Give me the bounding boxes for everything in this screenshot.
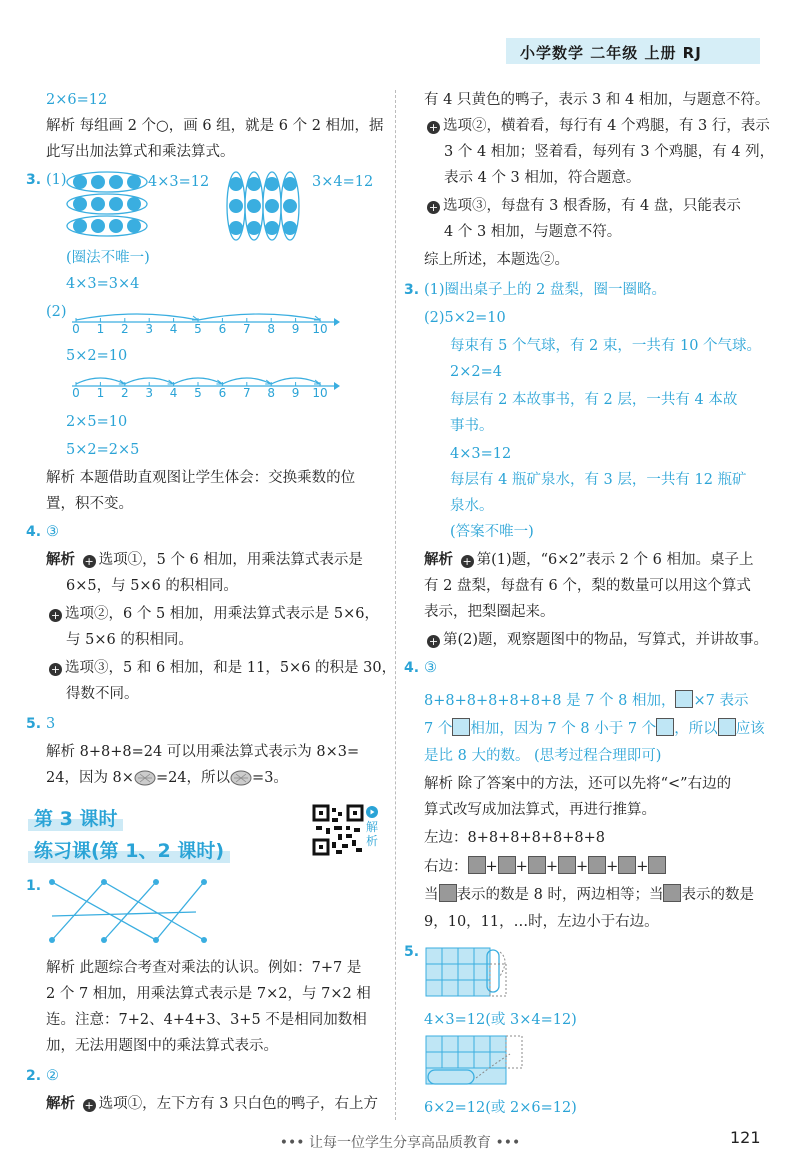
tick-label: 7 <box>242 322 251 336</box>
gray-square <box>528 856 546 874</box>
analysis-text: 表示，把梨圈起来。 <box>424 604 555 620</box>
equation-line: 2×6=12 <box>46 92 108 108</box>
gray-square <box>468 856 486 874</box>
answer: 3 <box>46 716 56 732</box>
tick-label: 8 <box>267 386 275 400</box>
gray-square <box>588 856 606 874</box>
tick-label: 2 <box>120 322 129 336</box>
answer-line: ×7 表示 <box>693 693 749 709</box>
analysis-text: 解析 每组画 2 个○，画 6 组，就是 6 个 2 相加，据 <box>46 118 384 134</box>
tick-label: 6 <box>218 386 227 400</box>
grid-4x3 <box>424 946 524 1002</box>
analysis-text: 得数不同。 <box>66 686 139 702</box>
plus-bullet-icon: + <box>50 609 61 622</box>
answer-line: 每层有 2 本故事书，有 2 层，一共有 4 本故 <box>450 392 738 408</box>
analysis-text: 6×5，与 5×6 的积相同。 <box>66 578 238 594</box>
tick-label: 9 <box>291 322 300 336</box>
analysis-text: 解析 8+8+8=24 可以用乘法算式表示为 8×3= <box>46 744 360 760</box>
analysis-text: 左边：8+8+8+8+8+8+8 <box>424 830 605 846</box>
plus-bullet-icon: + <box>428 635 439 648</box>
analysis-text: 右边： <box>424 859 468 875</box>
answer-line: 应该 <box>735 721 765 737</box>
tick-label: 5 <box>194 386 202 400</box>
tick-label: 3 <box>145 386 153 400</box>
gray-square <box>663 884 681 902</box>
tick-label: 0 <box>72 322 80 336</box>
analysis-text: 选项③，5 和 6 相加，和是 11，5×6 的积是 30， <box>65 660 397 676</box>
equation: 4×3=12 <box>148 174 210 190</box>
analysis-text: 表示 4 个 3 相加，符合题意。 <box>444 170 641 186</box>
analysis-label: 解析 <box>424 552 453 568</box>
tick-label: 0 <box>72 386 80 400</box>
grid-6x2 <box>424 1034 534 1090</box>
lesson-subtitle: 练习课(第 1、2 课时) <box>28 836 230 863</box>
dot-grid-columns-circled <box>222 168 312 246</box>
analysis-text: 4 个 3 相加，与题意不符。 <box>444 224 622 240</box>
answer: ③ <box>46 524 59 540</box>
tick-label: 1 <box>96 322 105 336</box>
question-number: 5. <box>404 944 420 960</box>
analysis-label: 解析 <box>46 552 75 568</box>
analysis-text: 24，因为 8× <box>46 770 134 786</box>
tick-label: 7 <box>242 386 251 400</box>
analysis-text: =3。 <box>252 770 288 786</box>
equation: 6×2=12(或 2×6=12) <box>424 1100 577 1116</box>
analysis-text: 选项②，6 个 5 相加，用乘法算式表示是 5×6， <box>65 606 379 622</box>
analysis-text: 加，无法用题图中的乘法算式表示。 <box>46 1038 278 1054</box>
analysis-text: 选项①，5 个 6 相加，用乘法算式表示是 <box>98 552 363 568</box>
tick-label: 4 <box>169 322 178 336</box>
blank-square <box>656 718 674 736</box>
analysis-text: 有 2 盘梨，每盘有 6 个，梨的数量可以用这个算式 <box>424 578 751 594</box>
question-number: 2. <box>26 1068 42 1084</box>
analysis-text: 解析 本题借助直观图让学生体会：交换乘数的位 <box>46 470 356 486</box>
analysis-text: 表示的数是 8 时，两边相等；当 <box>456 887 664 903</box>
gray-square <box>558 856 576 874</box>
equation: 5×2=2×5 <box>66 442 140 458</box>
column-divider <box>395 90 396 1120</box>
plus-bullet-icon: + <box>428 201 439 214</box>
analysis-text: 选项②，横着看，每行有 4 个鸡腿，有 3 行，表示 <box>443 118 770 134</box>
note: (答案不唯一) <box>450 524 534 540</box>
answer-line: ，所以 <box>674 721 718 737</box>
analysis-text: 解析 除了答案中的方法，还可以先将“<”右边的 <box>424 776 732 792</box>
analysis-text: 解析 此题综合考查对乘法的认识。例如：7+7 是 <box>46 960 362 976</box>
equation: 3×4=12 <box>312 174 374 190</box>
equation: 5×2=10 <box>66 348 128 364</box>
blank-square <box>452 718 470 736</box>
answer-line: 每束有 5 个气球，有 2 束，一共有 10 个气球。 <box>450 338 762 354</box>
equation: 4×3=12(或 3×4=12) <box>424 1012 577 1028</box>
gray-square <box>618 856 636 874</box>
gray-square <box>439 884 457 902</box>
qr-label: 解析 <box>366 820 379 848</box>
question-number: 1. <box>26 878 42 894</box>
plus-bullet-icon: + <box>84 555 94 568</box>
equation: 4×3=3×4 <box>66 276 140 292</box>
plus-bullet-icon: + <box>84 1099 94 1112</box>
number-line-labels <box>72 386 342 402</box>
answer-line: 7 个 <box>424 721 453 737</box>
analysis-text: 选项①，左下方有 3 只白色的鸭子，右上方 <box>98 1096 379 1112</box>
question-number: 3. <box>26 172 42 188</box>
analysis-text: 3 个 4 相加；竖着看，每列有 3 个鸡腿，有 4 列， <box>444 144 775 160</box>
shell-icon <box>134 768 156 786</box>
jump-arc <box>198 314 320 320</box>
analysis-text: 表示的数是 <box>681 887 754 903</box>
note: (圈法不唯一) <box>66 250 150 266</box>
analysis-label: 解析 <box>46 1096 75 1112</box>
question-number: 5. <box>26 716 42 732</box>
header-title: 小学数学 二年级 上册 RJ <box>520 44 702 62</box>
tick-label: 6 <box>218 322 227 336</box>
tick-label: 4 <box>169 386 178 400</box>
footer-slogan: ••• 让每一位学生分享高品质教育 ••• <box>279 1135 521 1151</box>
analysis-text: 当 <box>424 887 439 903</box>
part-label: (2) <box>46 304 67 320</box>
tick-label: 5 <box>194 322 202 336</box>
jump-arc <box>76 314 198 320</box>
analysis-text: 连。注意：7+2、4+4+3、3+5 不是相同加数相 <box>46 1012 367 1028</box>
analysis-text: 综上所述，本题选②。 <box>424 252 569 268</box>
gray-square <box>498 856 516 874</box>
tick-label: 2 <box>120 386 129 400</box>
tick-label: 10 <box>312 322 328 336</box>
analysis-text: 置，积不变。 <box>46 496 133 512</box>
analysis-text: 第(1)题，“6×2”表示 2 个 6 相加。桌子上 <box>476 552 754 568</box>
answer-line: 4×3=12 <box>450 446 512 462</box>
part-label: (1) <box>46 172 67 188</box>
plus-bullet-icon: + <box>462 555 472 568</box>
answer: ② <box>46 1068 59 1084</box>
analysis-text: 9，10，11，…时，左边小于右边。 <box>424 914 659 930</box>
answer: ③ <box>424 660 437 676</box>
analysis-text: 第(2)题，观察题图中的物品，写算式，并讲故事。 <box>443 632 769 648</box>
shell-icon <box>230 768 252 786</box>
plus-bullet-icon: + <box>50 663 61 676</box>
gray-square <box>648 856 666 874</box>
question-number: 4. <box>404 660 420 676</box>
equation: 2×5=10 <box>66 414 128 430</box>
question-number: 3. <box>404 282 420 298</box>
analysis-text: 有 4 只黄色的鸭子，表示 3 和 4 相加，与题意不符。 <box>424 92 770 108</box>
answer-line: 每层有 4 瓶矿泉水，有 3 层，一共有 12 瓶矿 <box>450 472 747 488</box>
answer-line: 2×2=4 <box>450 364 502 380</box>
answer-line: (2)5×2=10 <box>424 310 506 326</box>
analysis-text: 算式改写成加法算式，再进行推算。 <box>424 802 656 818</box>
tick-label: 10 <box>312 386 328 400</box>
blank-square <box>675 690 693 708</box>
answer-line: 8+8+8+8+8+8+8 是 7 个 8 相加， <box>424 693 676 709</box>
matching-diagram <box>46 876 216 946</box>
number-line-labels <box>72 322 342 338</box>
answer-line: 是比 8 大的数。 (思考过程合理即可) <box>424 748 662 764</box>
tick-label: 1 <box>96 386 105 400</box>
qr-code-icon[interactable] <box>312 804 364 856</box>
analysis-text: =24，所以 <box>155 770 231 786</box>
answer-line: 泉水。 <box>450 498 494 514</box>
play-icon <box>366 806 378 818</box>
answer-line: 相加，因为 7 个 8 小于 7 个 <box>470 721 657 737</box>
answer-line: 事书。 <box>450 418 494 434</box>
lesson-title: 第 3 课时 <box>28 804 123 831</box>
blank-square <box>718 718 736 736</box>
analysis-text: 此写出加法算式和乘法算式。 <box>46 144 235 160</box>
page-number: 121 <box>730 1128 761 1147</box>
analysis-text: 选项③，每盘有 3 根香肠，有 4 盘，只能表示 <box>443 198 741 214</box>
analysis-text: 与 5×6 的积相同。 <box>66 632 193 648</box>
question-number: 4. <box>26 524 42 540</box>
tick-label: 3 <box>145 322 153 336</box>
tick-label: 8 <box>267 322 275 336</box>
tick-label: 9 <box>291 386 300 400</box>
answer-line: (1)圈出桌子上的 2 盘梨，圈一圈略。 <box>424 282 666 298</box>
analysis-text: 2 个 7 相加，用乘法算式表示是 7×2，与 7×2 相 <box>46 986 371 1002</box>
plus-bullet-icon: + <box>428 121 439 134</box>
